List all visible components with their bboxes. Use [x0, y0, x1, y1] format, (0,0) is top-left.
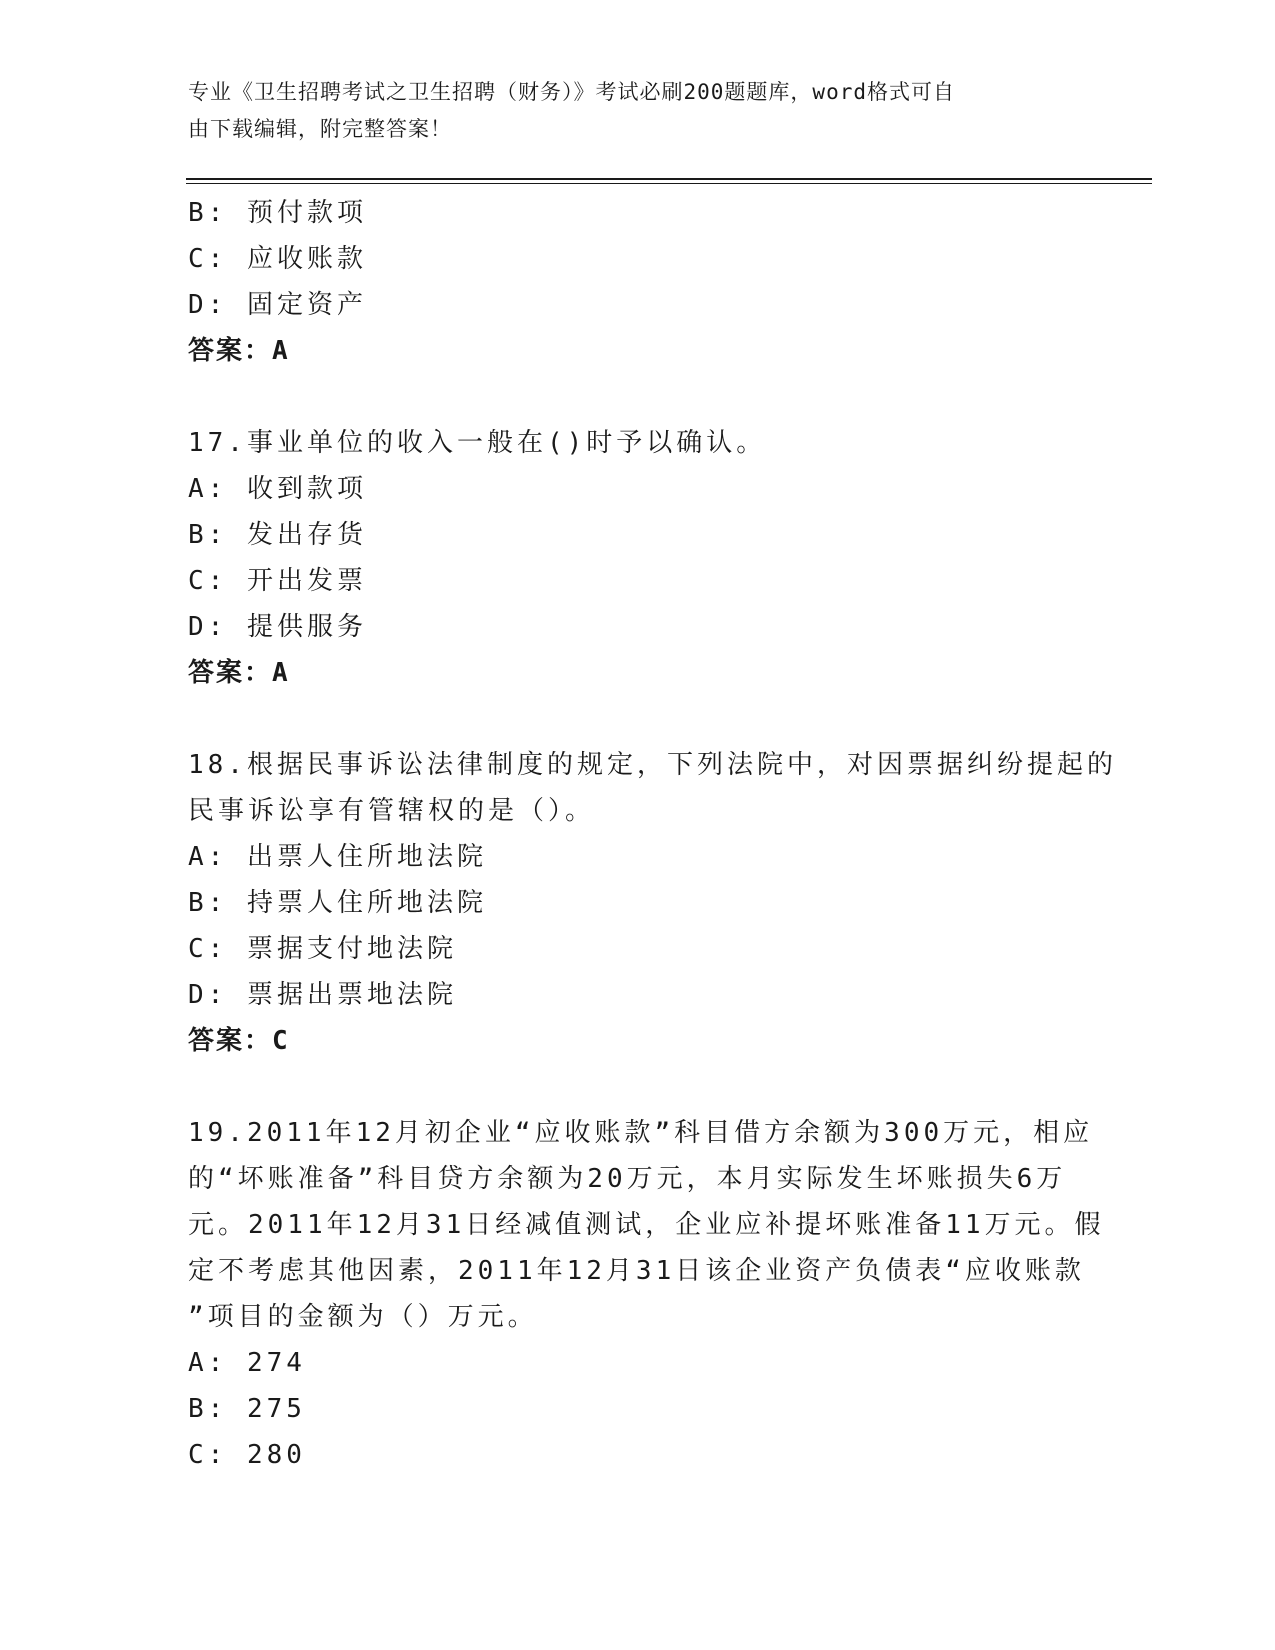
- option-d: D: 提供服务: [188, 612, 367, 642]
- option-c: C: 票据支付地法院: [188, 934, 457, 964]
- spacer: [188, 374, 1078, 420]
- header-divider-thick: [186, 178, 1152, 180]
- question-text-line-5: ”项目的金额为（）万元。: [188, 1302, 538, 1332]
- answer-label: 答案：A: [188, 658, 290, 688]
- question-text-line-2: 的“坏账准备”科目贷方余额为20万元，本月实际发生坏账损失6万: [188, 1164, 1067, 1194]
- question-text-line-3: 元。2011年12月31日经减值测试，企业应补提坏账准备11万元。假: [188, 1210, 1105, 1240]
- option-a: A: 274: [188, 1348, 306, 1378]
- header-line-1: 专业《卫生招聘考试之卫生招聘（财务）》考试必刷200题题库，word格式可自: [188, 80, 955, 104]
- question-block-17: [188, 420, 1078, 696]
- option-c: C: 280: [188, 1440, 306, 1470]
- option-a: A: 收到款项: [188, 474, 367, 504]
- question-block-16: [188, 190, 1078, 374]
- spacer: [188, 696, 1078, 742]
- option-d: D: 票据出票地法院: [188, 980, 457, 1010]
- option-b: B: 发出存货: [188, 520, 367, 550]
- header-line-2: 由下载编辑，附完整答案！: [188, 117, 452, 141]
- question-text-line-2: 民事诉讼享有管辖权的是（）。: [188, 796, 596, 826]
- document-header: [188, 74, 1068, 148]
- question-text-line-4: 定不考虑其他因素，2011年12月31日该企业资产负债表“应收账款: [188, 1256, 1085, 1286]
- answer-label: 答案：C: [188, 1026, 290, 1056]
- option-b: B: 持票人住所地法院: [188, 888, 487, 918]
- question-text-line-1: 18.根据民事诉讼法律制度的规定，下列法院中，对因票据纠纷提起的: [188, 750, 1117, 780]
- option-d: D: 固定资产: [188, 290, 367, 320]
- question-block-18: [188, 742, 1117, 1064]
- question-text: 17.事业单位的收入一般在()时予以确认。: [188, 428, 767, 458]
- option-b: B: 275: [188, 1394, 306, 1424]
- spacer: [188, 1064, 1078, 1110]
- question-block-19: [188, 1110, 1105, 1478]
- question-text-line-1: 19.2011年12月初企业“应收账款”科目借方余额为300万元，相应: [188, 1118, 1094, 1148]
- answer-label: 答案：A: [188, 336, 290, 366]
- header-divider-thin: [186, 183, 1152, 184]
- option-c: C: 开出发票: [188, 566, 367, 596]
- option-a: A: 出票人住所地法院: [188, 842, 487, 872]
- option-c: C: 应收账款: [188, 244, 367, 274]
- option-b: B: 预付款项: [188, 198, 367, 228]
- question-list: [188, 190, 1117, 1478]
